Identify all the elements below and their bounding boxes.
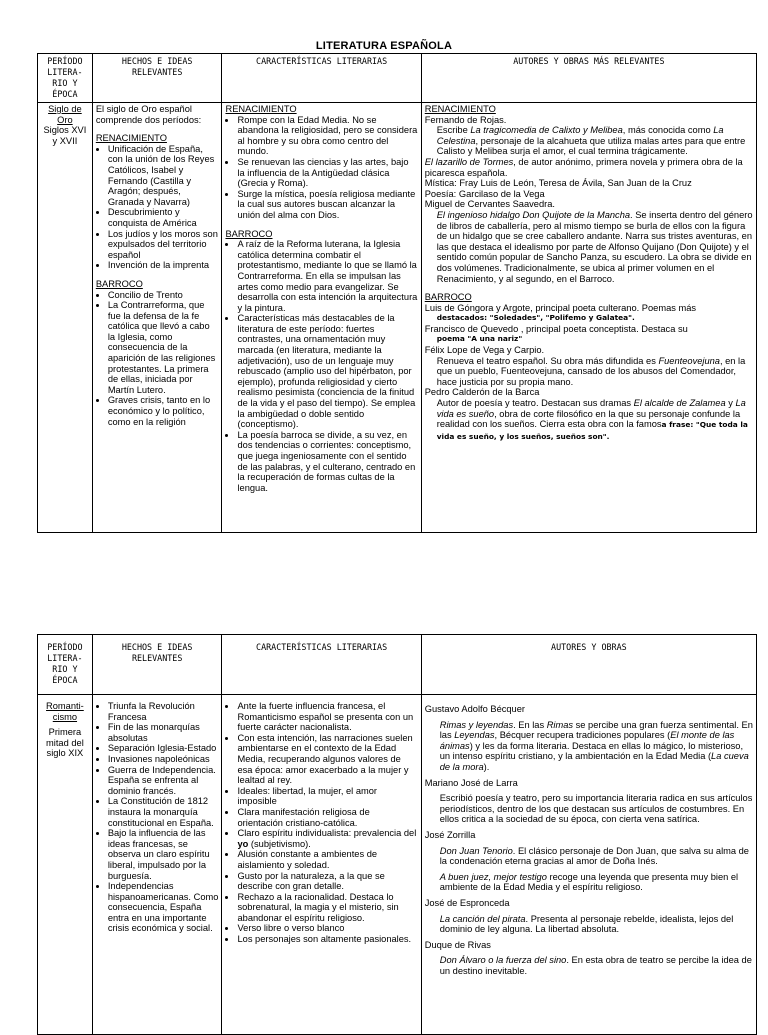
list-item: • Claro espíritu individualista: prevalencia del yo (subjetivismo). xyxy=(237,828,417,849)
list-item: • Bajo la influencia de las ideas francesas, se observa un claro espíritu liberal, impulsado por la burguesía. xyxy=(108,828,219,881)
header-hechos: HECHOS E IDEAS RELEVANTES xyxy=(92,635,222,695)
list-item: • Unificación de España, con la unión de los Reyes Católicos, Isabel y Fernando (Castilla y Aragón; después, Granada y Navarra) xyxy=(108,144,219,208)
list-item: • Ideales: libertad, la mujer, el amor imposible xyxy=(237,786,417,807)
mistica-line: Mística: Fray Luis de León, Teresa de Ávila, San Juan de la Cruz xyxy=(424,178,692,189)
hechos-ren-list xyxy=(96,144,219,271)
list-item: • Fin de las monarquías absolutas xyxy=(108,722,219,743)
work-larra: Escribió poesía y teatro, pero su importancia literaria radica en sus artículos periodísticos, dentro de los que destacan sus artículos de costumbres. En ellos critica a la sociedad de su época, con cierta vena satírica. xyxy=(439,793,753,825)
list-item: • Invención de la imprenta xyxy=(108,260,219,271)
autores-bar-title: BARROCO xyxy=(424,292,472,303)
caract-list xyxy=(225,701,417,945)
hechos-bar-list xyxy=(96,290,219,428)
list-item: • Triunfa la Revolución Francesa xyxy=(108,701,219,722)
author-zorrilla: José Zorrilla xyxy=(424,829,476,840)
poesia-line: Poesía: Garcilaso de la Vega xyxy=(424,188,545,199)
caract-bar-list xyxy=(225,239,417,493)
hechos-bar-title: BARROCO xyxy=(95,278,143,289)
table-romanticismo xyxy=(37,634,757,1035)
author-calderon: Pedro Calderón de la Barca xyxy=(424,387,540,398)
author-gongora: Luis de Góngora y Argote, principal poeta culterano. Poemas más xyxy=(424,302,697,313)
caract-bar-title: BARROCO xyxy=(225,228,273,239)
header-periodo: PERÍODO LITERA-RIO Y ÉPOCA xyxy=(38,54,93,103)
period-cell xyxy=(38,695,93,1035)
work-quijote: El ingenioso hidalgo Don Quijote de la Mancha. Se inserta dentro del género de libros de caballería, pero al mismo tiempo se burla de ellos con la figura de un hidalgo que se cree caballero andante. Narra sus tristes aventuras, en las que destaca el idealismo por parte de Alfonso Quijano (Don Quijote) y el sentido común popular de Sancho Panza, su escudero. La obra se divide en dos volúmenes. Tradicionalmente, se ubica al primer volumen en el Renacimiento, y al segundo, en el Barroco. xyxy=(436,209,753,284)
document-title: LITERATURA ESPAÑOLA xyxy=(315,40,453,52)
list-item: • Descubrimiento y conquista de América xyxy=(108,207,219,228)
list-item: • Independencias hispanoamericanas. Como consecuencia, España entra en una importante crisis económica y social. xyxy=(108,881,219,934)
header-hechos: HECHOS E IDEAS RELEVANTES xyxy=(92,54,222,103)
list-item: • Concilio de Trento xyxy=(108,290,219,301)
period-name: Romanti-cismo xyxy=(46,701,84,722)
list-item: • Separación Iglesia-Estado xyxy=(108,743,219,754)
list-item: • Graves crisis, tanto en lo económico y lo político, como en la religión xyxy=(108,395,219,427)
period-cell xyxy=(38,103,93,533)
header-caracteristicas: CARACTERÍSTICAS LITERARIAS xyxy=(222,635,421,695)
list-item: • Se renuevan las ciencias y las artes, bajo la influencia de la Antigüedad clásica (Grecia y Roma). xyxy=(237,157,417,189)
table-header-row xyxy=(38,635,757,695)
author-rojas: Fernando de Rojas. xyxy=(424,114,507,125)
list-item: • La poesía barroca se divide, a su vez, en dos tendencias o corrientes: conceptismo, que juega ingeniosamente con el sentido de las palabras, y el culterano, centrado en la recuperación de formas cultas de la lengua. xyxy=(237,430,417,494)
list-item: • Surge la mística, poesía religiosa mediante la cual sus autores buscan alcanzar la unión del alma con Dios. xyxy=(237,189,417,221)
hechos-ren-title: RENACIMIENTO xyxy=(95,133,167,144)
list-item: • La Contrarreforma, que fue la defensa de la fe católica que llevó a cabo la Iglesia, como consecuencia de la aparición de las religiones protestantes. La primera de ellas, iniciada por Martín Lutero. xyxy=(108,300,219,395)
list-item: • Guerra de Independencia. España se enfrenta al dominio francés. xyxy=(108,765,219,797)
table-siglo-de-oro xyxy=(37,53,757,533)
list-item: • Clara manifestación religiosa de orientación cristiano-católica. xyxy=(237,807,417,828)
list-item: • Rompe con la Edad Media. No se abandona la religiosidad, pero se considera al hombre y su obra como centro del mundo. xyxy=(237,115,417,157)
work-celestina: Escribe La tragicomedia de Calixto y Melibea, más conocida como La Celestina, personaje de la alcahueta que utiliza malas artes para que entre Calisto y Melibea surja el amor, el cual termina trágicamente. xyxy=(436,125,746,157)
hechos-intro: El siglo de Oro español comprende dos períodos: xyxy=(95,104,202,125)
hechos-list xyxy=(96,701,219,934)
list-item: • Características más destacables de la literatura de este período: fuertes contrastes, una ornamentación muy marcada (en literatura, mediante la adjetivación), uso de un lenguaje muy rebuscado (amplio uso del hipérbaton, por ejemplo), profunda religiosidad y cierto realismo pesimista (conciencia de la finitud de la vida y el paso del tiempo). Se emplea la ambigüedad o doble sentido (conceptismo). xyxy=(237,313,417,430)
work-zorrilla-1: Don Juan Tenorio. El clásico personaje de Don Juan, que salva su alma de la condenación eterna gracias al amor de Doña Inés. xyxy=(439,845,749,867)
list-item: • Alusión constante a ambientes de aislamiento y soledad. xyxy=(237,849,417,870)
list-item: • Los personajes son altamente pasionales. xyxy=(237,934,417,945)
list-item: • Verso libre o verso blanco xyxy=(237,923,417,934)
table-row xyxy=(38,103,757,533)
caracteristicas-cell xyxy=(222,103,421,533)
work-becquer: Rimas y leyendas. En las Rimas se percibe una gran fuerza sentimental. En las Leyendas, Bécquer recupera tradiciones populares (El monte de las ánimas) y les da forma literaria. Destaca en ellas lo mágico, lo misterioso, un intenso espíritu cristiano, y la ambientación en la Edad Media (La cueva de la mora). xyxy=(439,719,753,772)
header-caracteristicas: CARACTERÍSTICAS LITERARIAS xyxy=(222,54,421,103)
list-item: • A raíz de la Reforma luterana, la Iglesia católica determina combatir el protestantismo, mediante lo que se llamó la Contrarreforma. En ella se impulsan las artes como medio para evangelizar. Se desarrolla con esta intención la arquitectura y la pintura. xyxy=(237,239,417,313)
autores-cell xyxy=(421,695,756,1035)
author-rivas: Duque de Rivas xyxy=(424,939,491,950)
list-item: • Ante la fuerte influencia francesa, el Romanticismo español se presenta con un fuerte carácter nacionalista. xyxy=(237,701,417,733)
author-espronceda: José de Espronceda xyxy=(424,897,510,908)
work-lope: Renueva el teatro español. Su obra más difundida es Fuenteovejuna, en la que un pueblo, Fuenteovejuna, cansado de los abusos del Comendador, hace justicia por su propia mano. xyxy=(436,355,746,387)
autores-cell xyxy=(421,103,756,533)
header-autores: AUTORES Y OBRAS MÁS RELEVANTES xyxy=(421,54,756,103)
author-cervantes: Miguel de Cervantes Saavedra. xyxy=(424,199,555,210)
list-item: • Con esta intención, las narraciones suelen ambientarse en el contexto de la Edad Media, recuperando algunos valores de esa época: amor exacerbado a la mujer y lealtad al rey. xyxy=(237,733,417,786)
list-item: • La Constitución de 1812 instaura la monarquía constitucional en España. xyxy=(108,796,219,828)
table-header-row xyxy=(38,54,757,103)
hechos-cell xyxy=(92,695,222,1035)
list-item: • Los judíos y los moros son expulsados del territorio español xyxy=(108,229,219,261)
list-item: • Invasiones napoleónicas xyxy=(108,754,219,765)
work-gongora: destacados: "Soledades", "Polifemo y Galatea". xyxy=(436,313,635,323)
hechos-cell xyxy=(92,103,222,533)
work-calderon: Autor de poesía y teatro. Destacan sus dramas El alcalde de Zalamea y La vida es sueño, obra de corte filosófico en la que su personaje confunde la realidad con los sueños. Cierra esta obra con la famosa frase: "Que toda la vida es sueño, y los sueños, sueños son". xyxy=(436,398,748,441)
work-rivas: Don Álvaro o la fuerza del sino. En esta obra de teatro se percibe la idea de un destino inevitable. xyxy=(439,955,752,976)
work-lazarillo: El lazarillo de Tormes, de autor anónimo, primera novela y primera obra de la picaresca española. xyxy=(424,156,743,178)
list-item: • Rechazo a la racionalidad. Destaca lo sobrenatural, la magia y el misterio, sin abandonar el espíritu religioso. xyxy=(237,892,417,924)
work-zorrilla-2: A buen juez, mejor testigo recoge una leyenda que presenta muy bien el ambiente de la Edad Media y el espíritu religioso. xyxy=(439,871,739,893)
work-espronceda: La canción del pirata. Presenta al personaje rebelde, idealista, lejos del dominio de ley alguna. La libertad absoluta. xyxy=(439,913,734,935)
author-becquer: Gustavo Adolfo Bécquer xyxy=(424,704,525,714)
caract-ren-list xyxy=(225,115,417,221)
caract-ren-title: RENACIMIENTO xyxy=(225,104,297,114)
period-dates: Siglos XVI y XVII xyxy=(43,125,87,146)
list-item: • Gusto por la naturaleza, a la que se describe con gran detalle. xyxy=(237,871,417,892)
autores-ren-title: RENACIMIENTO xyxy=(424,104,496,114)
period-dates: Primera mitad del siglo XIX xyxy=(46,727,84,759)
author-lope: Félix Lope de Vega y Carpio. xyxy=(424,345,545,356)
table-row xyxy=(38,695,757,1035)
header-autores: AUTORES Y OBRAS xyxy=(421,635,756,695)
caracteristicas-cell xyxy=(222,695,421,1035)
period-name: Siglo de Oro xyxy=(48,104,82,125)
author-larra: Mariano José de Larra xyxy=(424,777,518,788)
header-periodo: PERÍODO LITERA-RIO Y ÉPOCA xyxy=(38,635,93,695)
author-quevedo: Francisco de Quevedo , principal poeta conceptista. Destaca su xyxy=(424,323,688,334)
work-quevedo: poema "A una nariz" xyxy=(436,334,523,344)
